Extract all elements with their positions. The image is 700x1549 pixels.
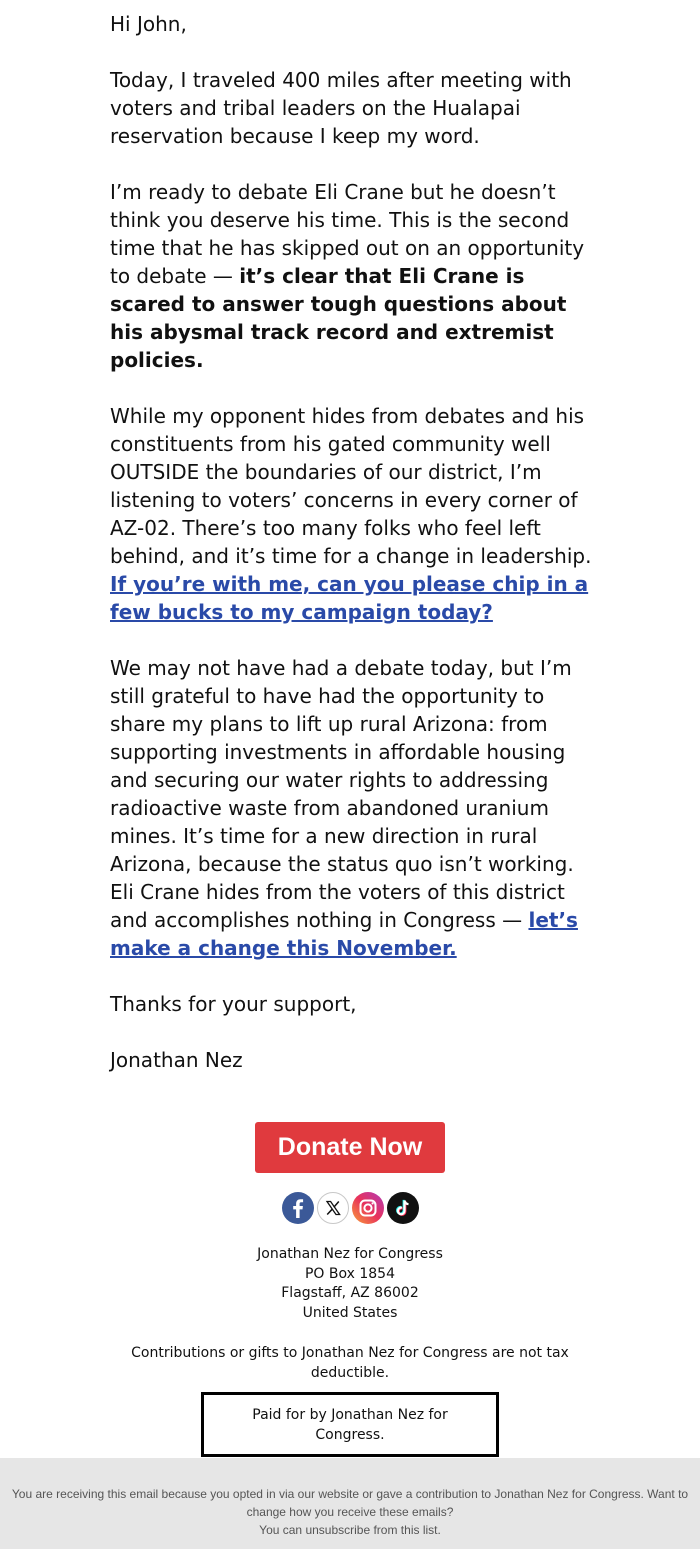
address-po-box: PO Box 1854	[304, 1265, 395, 1282]
chip-in-link[interactable]: If you’re with me, can you please chip in a few bucks to my campaign today?	[110, 572, 589, 624]
footer	[0, 1458, 700, 1549]
paragraph-3	[110, 402, 600, 626]
social-links	[0, 1192, 700, 1224]
make-change-link[interactable]: let’s make a change this November.	[110, 908, 578, 960]
paragraph-4	[110, 654, 600, 962]
address-org: Jonathan Nez for Congress	[257, 1246, 443, 1262]
mailing-address	[0, 1245, 700, 1323]
address-country: United States	[302, 1304, 398, 1321]
tax-disclaimer: Contributions or gifts to Jonathan Nez for Congress are not tax deductible.	[131, 1345, 569, 1381]
unsubscribe-text[interactable]: You can unsubscribe from this list.	[259, 1523, 441, 1537]
footer-text	[10, 1485, 690, 1539]
paragraph-2-text: I’m ready to debate Eli Crane but he doesn’t think you deserve his time. This is the second time that he has skipped out on an opportunity to debate —	[110, 180, 585, 288]
paragraph-1: Today, I traveled 400 miles after meeting with voters and tribal leaders on the Hualapai reservation because I keep my word.	[110, 68, 572, 148]
paid-for-text: Paid for by Jonathan Nez for Congress.	[252, 1407, 448, 1443]
instagram-icon[interactable]	[352, 1192, 384, 1224]
greeting: Hi John,	[110, 12, 187, 36]
footer-opt-in-notice: You are receiving this email because you opted in via our website or gave a contribution to Jonathan Nez for Congress. Want to change how you receive these emails?	[11, 1487, 689, 1519]
facebook-icon[interactable]	[282, 1192, 314, 1224]
paragraph-2	[110, 178, 600, 374]
address-city: Flagstaff, AZ 86002	[281, 1285, 419, 1301]
paragraph-4-text: We may not have had a debate today, but I’m still grateful to have had the opportunity to share my plans to lift up rural Arizona: from supporting investments in affordable housing and securing our water rights to addressing radioactive waste from abandoned uranium mines. It’s time for a new direction in rural Arizona, because the status quo isn’t working. Eli Crane hides from the voters of this district and accomplishes nothing in Congress —	[110, 656, 574, 932]
signature: Jonathan Nez	[110, 1048, 243, 1072]
email-body	[110, 10, 600, 1102]
tiktok-icon[interactable]	[387, 1192, 419, 1224]
donate-now-button[interactable]: Donate Now	[255, 1122, 445, 1173]
paragraph-3-text: While my opponent hides from debates and his constituents from his gated community well OUTSIDE the boundaries of our district, I’m listening to voters’ concerns in every corner of AZ-02. There’s too many folks who feel left behind, and it’s time for a change in leadership.	[110, 404, 592, 568]
signoff: Thanks for your support,	[110, 992, 357, 1016]
paragraph-2-bold: it’s clear that Eli Crane is scared to answer tough questions about his abysmal track record and extremist policies.	[110, 264, 567, 372]
paid-for-box	[201, 1392, 499, 1457]
donate-container	[0, 1122, 700, 1173]
x-icon[interactable]	[317, 1192, 349, 1224]
